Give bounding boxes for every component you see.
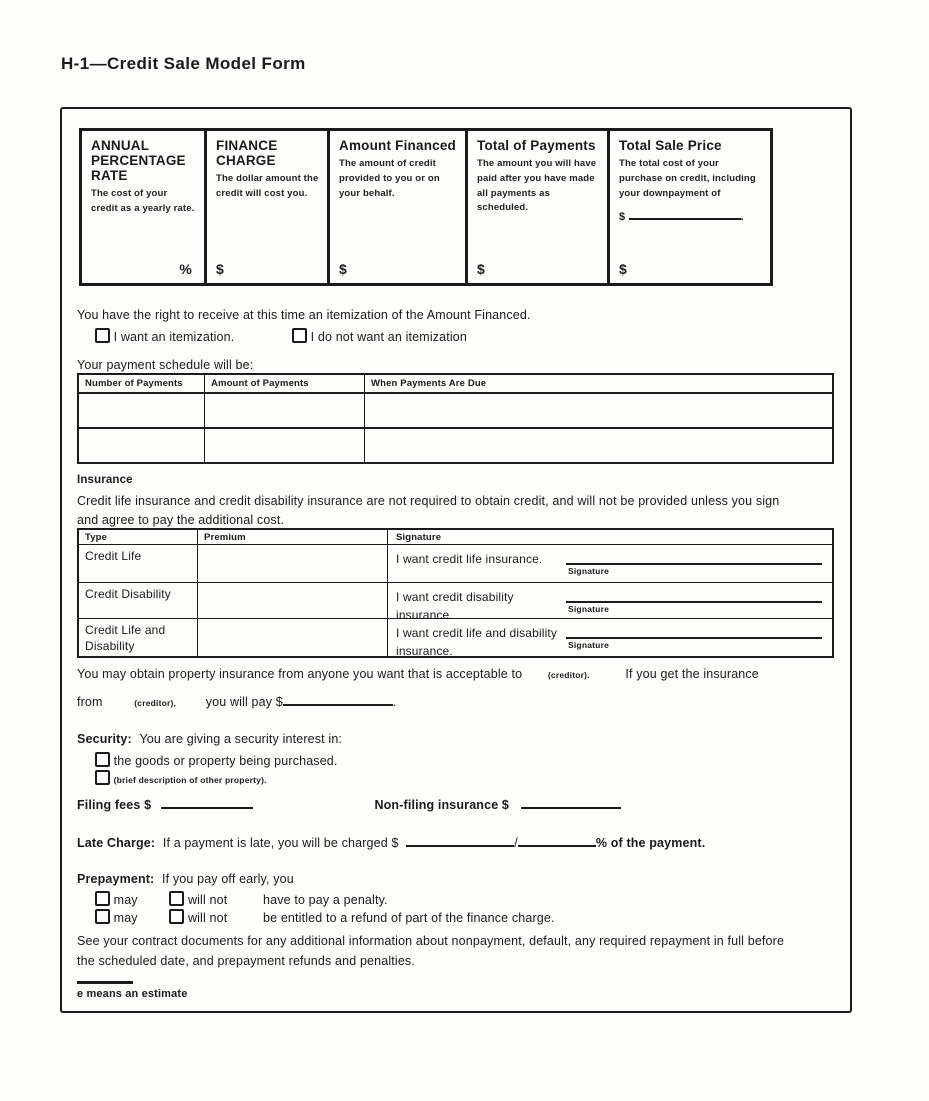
signature-cell [388,619,832,656]
fees-row [77,797,621,813]
col-premium: Premium [198,530,388,545]
apr-box [82,131,207,283]
schedule-cell-empty[interactable] [365,429,832,462]
total-of-payments-heading: Total of Payments [477,138,596,153]
signature-line[interactable] [566,563,822,565]
finance-charge-description: The dollar amount the credit will cost you. [216,173,319,199]
payment-schedule-row-1 [79,394,832,429]
col-type: Type [79,530,198,545]
filing-fees-label: Filing fees $ [77,798,152,812]
premium-cell-empty[interactable] [198,619,388,656]
creditor-placeholder-1: (creditor). [547,670,590,680]
prepayment-intro [77,871,294,887]
total-of-payments-amount-field[interactable]: $ [477,261,485,277]
apr-description: The cost of your credit as a yearly rate. [91,188,195,215]
creditor-placeholder-2: (creditor), [134,698,177,708]
credit-sale-form-box [60,107,852,1013]
prepayment-refund-row [95,909,555,926]
footnote-estimate: e means an estimate [77,988,188,1000]
insurance-heading: Insurance [77,474,133,486]
downpayment-fill-line[interactable] [629,215,741,220]
col-when-payments-due: When Payments Are Due [365,375,832,394]
total-of-payments-box [468,131,610,283]
late-charge-percent-fill-line[interactable] [518,842,596,847]
finance-charge-box [207,131,330,283]
schedule-cell-empty[interactable] [365,394,832,429]
amount-financed-heading: Amount Financed [339,138,456,153]
itemization-no-want-option [292,328,467,345]
apr-heading: ANNUAL PERCENTAGE RATE [91,138,186,184]
finance-charge-amount-field[interactable]: $ [216,261,224,277]
premium-cell-empty[interactable] [198,545,388,583]
prepayment-penalty-willnot-checkbox[interactable] [169,891,184,906]
signature-area [564,585,824,616]
col-number-of-payments: Number of Payments [79,375,205,394]
amount-financed-description: The amount of credit provided to you or on your behalf. [339,158,440,199]
payment-schedule-header-row [79,375,832,394]
insurance-table [77,528,834,658]
insurance-type: Credit Disability [79,583,198,619]
schedule-cell-empty[interactable] [79,394,205,429]
property-insurance-line2 [77,694,397,710]
page-title: H-1—Credit Sale Model Form [61,54,306,73]
security-goods-checkbox[interactable] [95,752,110,767]
total-sale-price-amount-field[interactable]: $ [619,261,627,277]
security-goods-option [95,752,338,769]
total-sale-price-description: The total cost of your purchase on credit, including your downpayment of [619,158,756,199]
late-charge-slash: / [514,836,518,850]
insurance-row-credit-life-disability [79,619,832,656]
downpayment-blank [619,211,762,223]
footnote-rule [77,981,133,984]
insurance-body-line2: and agree to pay the additional cost. [77,513,285,527]
prepayment-label: Prepayment: [77,872,155,886]
property-part1: You may obtain property insurance from anyone you want that is acceptable to [77,667,523,681]
security-intro [77,731,342,747]
apr-percent-field[interactable]: % [179,261,192,277]
amount-financed-amount-field[interactable]: $ [339,261,347,277]
downpayment-dollar-sign: $ [619,211,626,224]
contract-note-line2: the scheduled date, and prepayment refunds and penalties. [77,954,415,968]
property-part4: you will pay $ [205,695,283,709]
property-period: . [392,695,397,709]
prepayment-penalty-may-label: may [113,893,138,907]
tila-disclosure-boxes [79,128,773,286]
filing-fees-fill-line[interactable] [161,804,253,809]
schedule-cell-empty[interactable] [79,429,205,462]
prepayment-refund-may-label: may [113,911,138,925]
insurance-want-text: I want credit disability insurance. [396,590,514,622]
total-sale-price-box [610,131,770,283]
prepayment-penalty-may-checkbox[interactable] [95,891,110,906]
prepayment-intro-text: If you pay off early, you [162,872,294,886]
late-charge-label: Late Charge: [77,836,156,850]
itemization-want-option [95,328,234,345]
property-premium-fill-line[interactable] [283,701,393,706]
insurance-header-row [79,530,832,545]
security-goods-label: the goods or property being purchased. [113,754,338,768]
col-amount-of-payments: Amount of Payments [205,375,365,394]
signature-label: Signature [568,566,610,576]
payment-schedule-table [77,373,834,464]
security-other-option [95,770,267,787]
prepayment-refund-willnot-label: will not [187,911,228,925]
signature-label: Signature [568,604,610,614]
signature-area [564,621,824,654]
prepayment-refund-text: be entitled to a refund of part of the finance charge. [263,911,555,925]
insurance-row-credit-disability [79,583,832,622]
payment-schedule-label: Your payment schedule will be: [77,358,254,372]
downpayment-period: . [740,211,744,224]
schedule-cell-empty[interactable] [205,429,365,462]
prepayment-refund-may-checkbox[interactable] [95,909,110,924]
prepayment-penalty-text: have to pay a penalty. [263,893,388,907]
insurance-type: Credit Life [79,545,198,583]
property-insurance-line1 [77,666,759,682]
itemization-no-want-label: I do not want an itemization [310,330,467,344]
nonfiling-insurance-fill-line[interactable] [521,804,621,809]
itemization-no-want-checkbox[interactable] [292,328,307,343]
insurance-want-text: I want credit life and disability insurance. [396,626,558,658]
itemization-want-label: I want an itemization. [113,330,235,344]
security-other-label: (brief description of other property). [113,775,267,785]
security-intro-text: You are giving a security interest in: [139,732,343,746]
total-sale-price-heading: Total Sale Price [619,138,722,153]
prepayment-refund-willnot-checkbox[interactable] [169,909,184,924]
col-signature: Signature [388,530,832,545]
signature-line[interactable] [566,637,822,639]
signature-cell [388,545,832,583]
late-charge-row [77,835,705,851]
signature-line[interactable] [566,601,822,603]
payment-schedule-row-2 [79,429,832,462]
premium-cell-empty[interactable] [198,583,388,619]
prepayment-penalty-willnot-label: will not [187,893,228,907]
insurance-type: Credit Life and Disability [79,619,198,656]
contract-note-line1: See your contract documents for any additional information about nonpayment, default, any required repayment in full before [77,934,785,948]
signature-cell [388,583,832,622]
property-part2: If you get the insurance [625,667,759,681]
finance-charge-heading: FINANCE CHARGE [216,138,278,169]
amount-financed-box [330,131,468,283]
late-charge-amount-fill-line[interactable] [406,842,514,847]
itemization-want-checkbox[interactable] [95,328,110,343]
signature-label: Signature [568,640,610,650]
nonfiling-insurance-label: Non-filing insurance $ [374,798,510,812]
property-part3: from [77,695,103,709]
security-other-checkbox[interactable] [95,770,110,785]
insurance-want-text: I want credit life insurance. [396,552,543,566]
insurance-row-credit-life [79,545,832,583]
schedule-cell-empty[interactable] [205,394,365,429]
itemization-intro: You have the right to receive at this time an itemization of the Amount Financed. [77,308,531,322]
prepayment-penalty-row [95,891,388,908]
insurance-body-line1: Credit life insurance and credit disability insurance are not required to obtain credit, and will not be provided unless you sign [77,494,780,508]
security-label: Security: [77,732,132,746]
total-of-payments-description: The amount you will have paid after you have made all payments as scheduled. [477,158,597,214]
late-charge-text: If a payment is late, you will be charged $ [162,836,399,850]
late-charge-suffix: % of the payment. [595,836,706,850]
signature-area [564,547,824,580]
